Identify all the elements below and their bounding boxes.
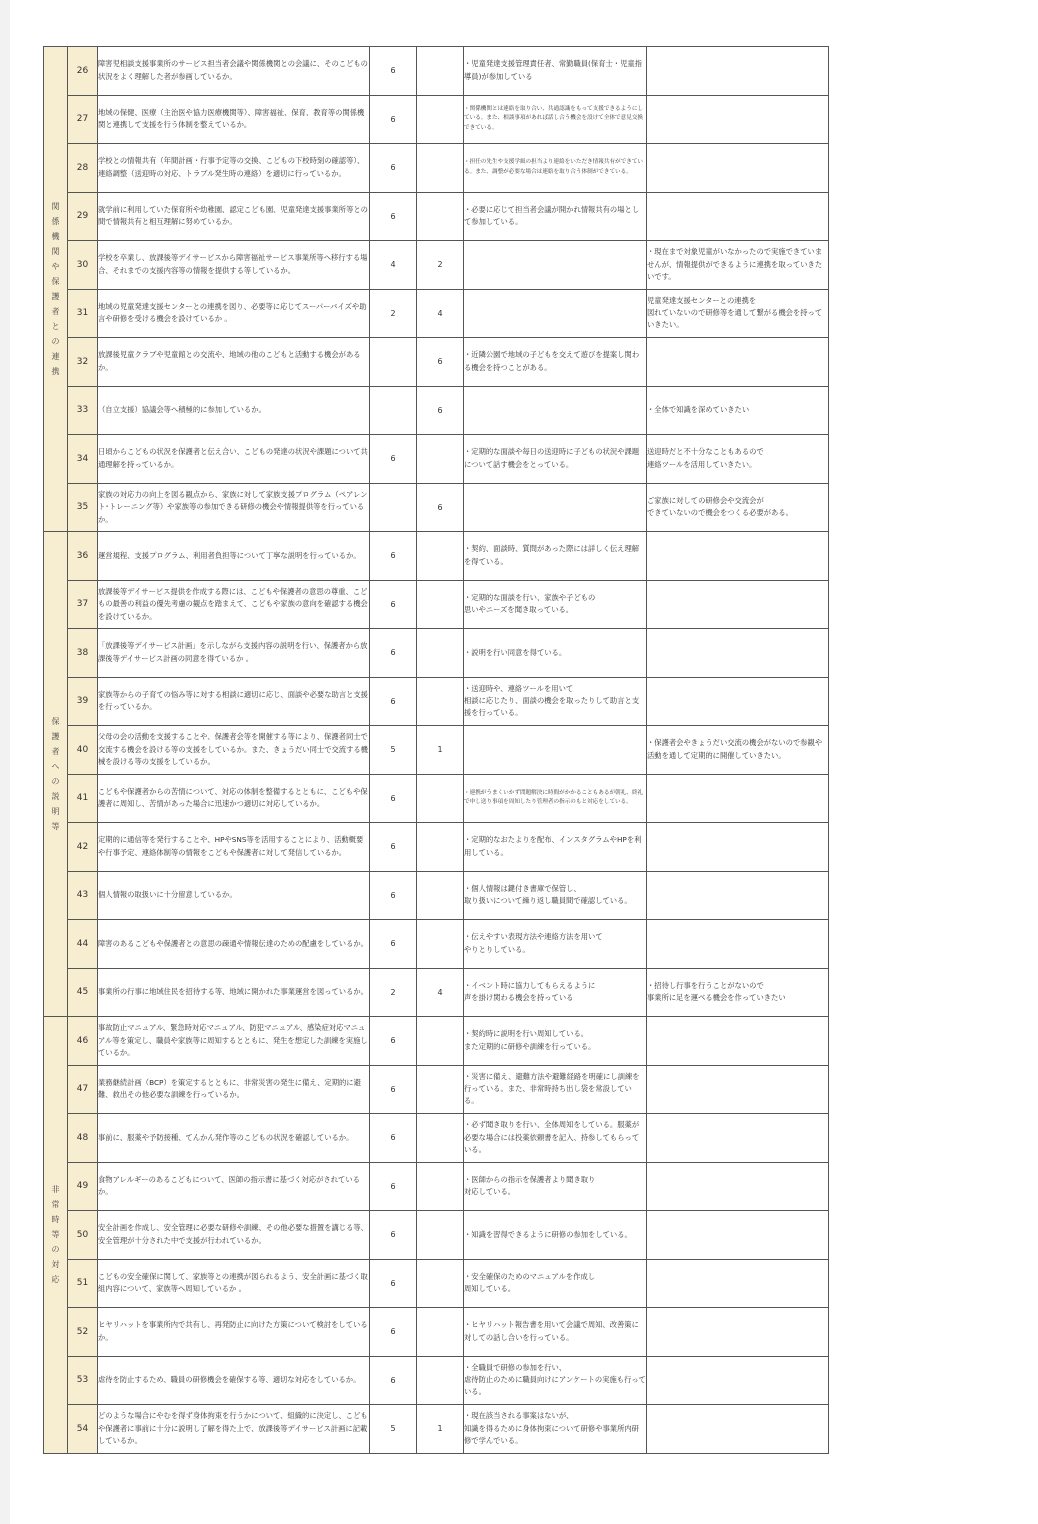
item-question: 就学前に利用していた保育所や幼稚園、認定こども園、児童発達支援事業所等との間で情報共有と相互理解に努めているか。	[98, 192, 370, 241]
count-no	[417, 1162, 464, 1211]
table-row	[44, 871, 829, 920]
count-yes: 6	[370, 47, 417, 96]
count-yes: 6	[370, 532, 417, 581]
count-yes: 2	[370, 289, 417, 338]
item-note: ・伝えやすい表現方法や連絡方法を用いて やりとりしている。	[464, 920, 647, 969]
table-row	[44, 677, 829, 726]
item-number: 44	[68, 920, 98, 969]
improvement-note: ご家族に対しての研修会や交流会が できていないので機会をつくる必要がある。	[647, 483, 829, 532]
count-no	[417, 580, 464, 629]
count-yes	[370, 386, 417, 435]
count-no	[417, 532, 464, 581]
count-yes: 5	[370, 1405, 417, 1454]
improvement-note: ・全体で知識を深めていきたい	[647, 386, 829, 435]
table-row	[44, 192, 829, 241]
improvement-note	[647, 1308, 829, 1357]
improvement-note	[647, 532, 829, 581]
item-question: 父母の会の活動を支援することや、保護者会等を開催する等により、保護者同士で交流する機会を設ける等の支援をしているか。また、きょうだい同士で交流する機械を設ける等の支援をしているか。	[98, 726, 370, 775]
item-question: 学校を卒業し、放課後等デイサービスから障害福祉サービス事業所等へ移行する場合、それまでの支援内容等の情報を提供する等しているか。	[98, 241, 370, 290]
item-note: ・近隣公園で地域の子どもを交えて遊びを提案し関わる機会を持つことがある。	[464, 338, 647, 387]
table-row	[44, 1259, 829, 1308]
item-note: ・定期的なおたよりを配布、インスタグラムやHPを利用している。	[464, 823, 647, 872]
count-yes: 6	[370, 1211, 417, 1260]
item-number: 43	[68, 871, 98, 920]
count-yes: 6	[370, 871, 417, 920]
self-evaluation-table	[43, 46, 829, 1454]
table-row	[44, 1017, 829, 1066]
count-yes	[370, 338, 417, 387]
table-row	[44, 1114, 829, 1163]
item-number: 29	[68, 192, 98, 241]
item-note: ・送迎時や、連絡ツールを用いて 相談に応じたり、面談の機会を取ったりして助言と支援を行っている。	[464, 677, 647, 726]
count-no: 2	[417, 241, 464, 290]
table-row	[44, 289, 829, 338]
item-question: こどもの安全確保に関して、家族等との連携が図られるよう、安全計画に基づく取組内容について、家族等へ周知しているか 。	[98, 1259, 370, 1308]
count-yes: 6	[370, 1356, 417, 1405]
count-no: 4	[417, 968, 464, 1017]
item-number: 32	[68, 338, 98, 387]
item-note: ・定期的な面談を行い、家族や子どもの 思いやニーズを聞き取っている。	[464, 580, 647, 629]
item-number: 41	[68, 774, 98, 823]
improvement-note: ・招待し行事を行うことがないので 事業所に足を運べる機会を作っていきたい	[647, 968, 829, 1017]
count-yes: 6	[370, 774, 417, 823]
table-row	[44, 435, 829, 484]
improvement-note	[647, 95, 829, 144]
count-no	[417, 144, 464, 193]
section-category-text: 保護者への説明等	[51, 717, 60, 831]
item-number: 45	[68, 968, 98, 1017]
count-no	[417, 823, 464, 872]
item-number: 38	[68, 629, 98, 678]
count-no	[417, 1211, 464, 1260]
table-row	[44, 144, 829, 193]
improvement-note	[647, 677, 829, 726]
item-question: 定期的に通信等を発行することや、HPやSNS等を活用することにより、活動概要や行事予定、連絡体制等の情報をこどもや保護者に対して発信しているか。	[98, 823, 370, 872]
count-yes: 6	[370, 677, 417, 726]
item-question: 「放課後等デイサービス計画」を示しながら支援内容の説明を行い、保護者から放課後等デイサービス計画の同意を得ているか 。	[98, 629, 370, 678]
count-yes: 6	[370, 629, 417, 678]
item-number: 49	[68, 1162, 98, 1211]
item-question: （自立支援）協議会等へ積極的に参加しているか。	[98, 386, 370, 435]
table-row	[44, 1405, 829, 1454]
count-yes: 6	[370, 1308, 417, 1357]
item-note: ・契約時に説明を行い周知している。 また定期的に研修や訓練を行っている。	[464, 1017, 647, 1066]
table-row	[44, 968, 829, 1017]
item-number: 39	[68, 677, 98, 726]
count-no: 1	[417, 1405, 464, 1454]
item-note: ・連携がうまくいかず問題解決に時間がかかることもあるが朝礼、終礼で申し送り事項を周知したり管理者の指示のもと対応をしている。	[464, 774, 647, 823]
item-number: 31	[68, 289, 98, 338]
count-no	[417, 920, 464, 969]
item-question: 地域の保健、医療（主治医や協力医療機関等）、障害福祉、保育、教育等の関係機関と連携して支援を行う体制を整えているか。	[98, 95, 370, 144]
table-row	[44, 47, 829, 96]
table-row	[44, 920, 829, 969]
table-row	[44, 483, 829, 532]
section-category-label	[44, 47, 68, 532]
item-note	[464, 483, 647, 532]
count-yes: 6	[370, 920, 417, 969]
item-question: ヒヤリハットを事業所内で共有し、再発防止に向けた方策について検討をしているか。	[98, 1308, 370, 1357]
count-yes: 6	[370, 192, 417, 241]
item-note: ・必要に応じて担当者会議が開かれ情報共有の場として参加している。	[464, 192, 647, 241]
count-yes: 6	[370, 435, 417, 484]
improvement-note: ・保護者会やきょうだい交流の機会がないので参観や活動を通して定期的に開催していきたい。	[647, 726, 829, 775]
count-no	[417, 192, 464, 241]
table-row	[44, 1211, 829, 1260]
table-row	[44, 1065, 829, 1114]
item-number: 26	[68, 47, 98, 96]
item-note: ・担任の先生や支援学級の担当より連絡をいただき情報共有ができている。また、調整が必要な場合は連絡を取り合う体制ができている。	[464, 144, 647, 193]
section-category-text: 非常時等の対応	[51, 1185, 60, 1285]
item-number: 34	[68, 435, 98, 484]
item-question: 事故防止マニュアル、緊急時対応マニュアル、防犯マニュアル、感染症対応マニュアル等を策定し、職員や家族等に周知するとともに、発生を想定した訓練を実施しているか。	[98, 1017, 370, 1066]
improvement-note: ・現在まで対象児童がいなかったので実施できていませんが、情報提供ができるように連携を取っていきたいです。	[647, 241, 829, 290]
item-note	[464, 289, 647, 338]
item-question: 放課後等デイサービス提供を作成する際には、こどもや保護者の意思の尊重、こどもの最善の利益の優先考慮の観点を踏まえて、こどもや家族の意向を確認する機会を設けているか。	[98, 580, 370, 629]
count-yes: 6	[370, 1162, 417, 1211]
count-no: 6	[417, 338, 464, 387]
improvement-note	[647, 1162, 829, 1211]
item-number: 42	[68, 823, 98, 872]
improvement-note	[647, 629, 829, 678]
item-note: ・ヒヤリハット報告書を用いて会議で周知、改善策に対しての話し合いを行っている。	[464, 1308, 647, 1357]
table-row	[44, 774, 829, 823]
count-yes: 6	[370, 580, 417, 629]
item-note: ・イベント時に協力してもらえるように 声を掛け関わる機会を持っている	[464, 968, 647, 1017]
improvement-note	[647, 1211, 829, 1260]
improvement-note	[647, 47, 829, 96]
count-no: 6	[417, 483, 464, 532]
count-no	[417, 774, 464, 823]
count-no	[417, 1308, 464, 1357]
count-no: 1	[417, 726, 464, 775]
item-question: 放課後児童クラブや児童館との交流や、地域の他のこどもと活動する機会があるか。	[98, 338, 370, 387]
item-number: 54	[68, 1405, 98, 1454]
item-number: 50	[68, 1211, 98, 1260]
item-number: 30	[68, 241, 98, 290]
section-category-text: 関係機関や保護者との連携	[51, 202, 60, 376]
item-number: 37	[68, 580, 98, 629]
item-question: 地域の児童発達支援センターとの連携を図り、必要等に応じてスーパーバイズや助言や研修を受ける機会を設けているか 。	[98, 289, 370, 338]
count-no	[417, 629, 464, 678]
table-row	[44, 580, 829, 629]
improvement-note: 児童発達支援センターとの連携を 図れていないので研修等を通して繋がる機会を持っていきたい。	[647, 289, 829, 338]
item-question: 家族の対応力の向上を図る観点から、家族に対して家族支援プログラム（ペアレント･トレーニング等）や家族等の参加できる研修の機会や情報提供等を行っているか。	[98, 483, 370, 532]
improvement-note	[647, 1259, 829, 1308]
count-yes: 6	[370, 1259, 417, 1308]
table-row	[44, 532, 829, 581]
table-row	[44, 629, 829, 678]
table-row	[44, 726, 829, 775]
item-number: 46	[68, 1017, 98, 1066]
count-no	[417, 1356, 464, 1405]
count-yes	[370, 483, 417, 532]
improvement-note	[647, 192, 829, 241]
item-question: 日頃からこどもの状況を保護者と伝え合い、こどもの発達の状況や課題について共通理解を持っているか。	[98, 435, 370, 484]
count-no	[417, 1065, 464, 1114]
item-question: 事業所の行事に地域住民を招待する等、地域に開かれた事業運営を図っているか。	[98, 968, 370, 1017]
item-question: 事前に、服薬や予防接種、てんかん発作等のこどもの状況を確認しているか。	[98, 1114, 370, 1163]
item-question: 運営規程、支援プログラム、利用者負担等について丁寧な説明を行っているか。	[98, 532, 370, 581]
item-note	[464, 386, 647, 435]
item-question: 虐待を防止するため、職員の研修機会を確保する等、適切な対応をしているか。	[98, 1356, 370, 1405]
item-question: 業務継続計画（BCP）を策定するとともに、非常災害の発生に備え、定期的に避難、救出その他必要な訓練を行っているか。	[98, 1065, 370, 1114]
count-no	[417, 1017, 464, 1066]
table-row	[44, 338, 829, 387]
count-yes: 6	[370, 1065, 417, 1114]
item-note	[464, 241, 647, 290]
count-yes: 6	[370, 95, 417, 144]
item-number: 40	[68, 726, 98, 775]
item-note: ・契約、面談時、質問があった際には詳しく伝え理解を得ている。	[464, 532, 647, 581]
count-no	[417, 1259, 464, 1308]
item-note: ・医師からの指示を保護者より聞き取り 対応している。	[464, 1162, 647, 1211]
count-yes: 6	[370, 1114, 417, 1163]
count-no	[417, 677, 464, 726]
section-category-label	[44, 1017, 68, 1454]
item-note: ・災害に備え、避難方法や避難経路を明確にし訓練を行っている。また、非常時持ち出し袋を常設している。	[464, 1065, 647, 1114]
table-row	[44, 95, 829, 144]
improvement-note	[647, 338, 829, 387]
count-yes: 6	[370, 823, 417, 872]
item-number: 51	[68, 1259, 98, 1308]
item-note: ・定期的な面談や毎日の送迎時に子どもの状況や課題について話す機会をとっている。	[464, 435, 647, 484]
improvement-note	[647, 823, 829, 872]
improvement-note	[647, 1114, 829, 1163]
count-no	[417, 871, 464, 920]
improvement-note	[647, 920, 829, 969]
item-question: どのような場合にやむを得ず身体拘束を行うかについて、組織的に決定し、こどもや保護者に事前に十分に説明し了解を得た上で、放課後等デイサービス計画に記載しているか。	[98, 1405, 370, 1454]
improvement-note	[647, 1065, 829, 1114]
item-note: ・説明を行い同意を得ている。	[464, 629, 647, 678]
count-yes: 6	[370, 1017, 417, 1066]
item-note: ・必ず聞き取りを行い、全体周知をしている。服薬が必要な場合には投薬依頼書を記入、持参してもらっている。	[464, 1114, 647, 1163]
count-no	[417, 47, 464, 96]
item-note: ・児童発達支援管理責任者、常勤職員(保育士・児童指導員)が参加している	[464, 47, 647, 96]
improvement-note	[647, 1017, 829, 1066]
count-no	[417, 435, 464, 484]
item-note: ・現在該当される事案はないが、 知識を得るために身体拘束について研修や事業所内研修で学んでいる。	[464, 1405, 647, 1454]
item-question: 個人情報の取扱いに十分留意しているか。	[98, 871, 370, 920]
count-no	[417, 1114, 464, 1163]
item-note	[464, 726, 647, 775]
count-no: 4	[417, 289, 464, 338]
count-yes: 2	[370, 968, 417, 1017]
item-number: 28	[68, 144, 98, 193]
improvement-note	[647, 144, 829, 193]
item-question: 学校との情報共有（年間計画・行事予定等の交換、こどもの下校時刻の確認等）、連絡調整（送迎時の対応、トラブル発生時の連絡）を適切に行っているか。	[98, 144, 370, 193]
item-question: 障害のあるこどもや保護者との意思の疎通や情報伝達のための配慮をしているか。	[98, 920, 370, 969]
item-number: 52	[68, 1308, 98, 1357]
item-note: ・知識を習得できるように研修の参加をしている。	[464, 1211, 647, 1260]
item-number: 35	[68, 483, 98, 532]
item-number: 48	[68, 1114, 98, 1163]
item-note: ・個人情報は鍵付き書庫で保管し、 取り扱いについて繰り返し職員間で確認している。	[464, 871, 647, 920]
count-no	[417, 95, 464, 144]
page-left-strip	[0, 0, 10, 1524]
improvement-note	[647, 580, 829, 629]
item-number: 36	[68, 532, 98, 581]
item-question: 食物アレルギーのあるこどもについて、医師の指示書に基づく対応がされているか。	[98, 1162, 370, 1211]
count-no: 6	[417, 386, 464, 435]
table-row	[44, 241, 829, 290]
item-number: 53	[68, 1356, 98, 1405]
item-question: 家族等からの子育ての悩み等に対する相談に適切に応じ、面談や必要な助言と支援を行っているか。	[98, 677, 370, 726]
item-number: 27	[68, 95, 98, 144]
table-row	[44, 1356, 829, 1405]
section-category-label	[44, 532, 68, 1017]
table-row	[44, 823, 829, 872]
table-row	[44, 1308, 829, 1357]
improvement-note: 送迎時だと不十分なこともあるので 連絡ツールを活用していきたい。	[647, 435, 829, 484]
item-question: 障害児相談支援事業所のサービス担当者会議や関係機関との会議に、そのこどもの状況をよく理解した者が参画しているか。	[98, 47, 370, 96]
item-question: こどもや保護者からの苦情について、対応の体制を整備するとともに、こどもや保護者に周知し、苦情があった場合に迅速かつ適切に対応しているか。	[98, 774, 370, 823]
improvement-note	[647, 1356, 829, 1405]
item-number: 47	[68, 1065, 98, 1114]
item-note: ・全職員で研修の参加を行い、 虐待防止のために職員向けにアンケートの実施も行っている。	[464, 1356, 647, 1405]
count-yes: 6	[370, 144, 417, 193]
item-note: ・安全確保のためのマニュアルを作成し 周知している。	[464, 1259, 647, 1308]
table-row	[44, 386, 829, 435]
table-row	[44, 1162, 829, 1211]
item-question: 安全計画を作成し、安全管理に必要な研修や訓練、その他必要な措置を講じる等、安全管理が十分された中で支援が行われているか。	[98, 1211, 370, 1260]
count-yes: 4	[370, 241, 417, 290]
improvement-note	[647, 871, 829, 920]
improvement-note	[647, 1405, 829, 1454]
count-yes: 5	[370, 726, 417, 775]
item-note: ・関係機関とは連絡を取り合い、共通認識をもって支援できるようにしている。また、相談事項があれば話し合う機会を設けて全体で意見交換できている。	[464, 95, 647, 144]
item-number: 33	[68, 386, 98, 435]
improvement-note	[647, 774, 829, 823]
